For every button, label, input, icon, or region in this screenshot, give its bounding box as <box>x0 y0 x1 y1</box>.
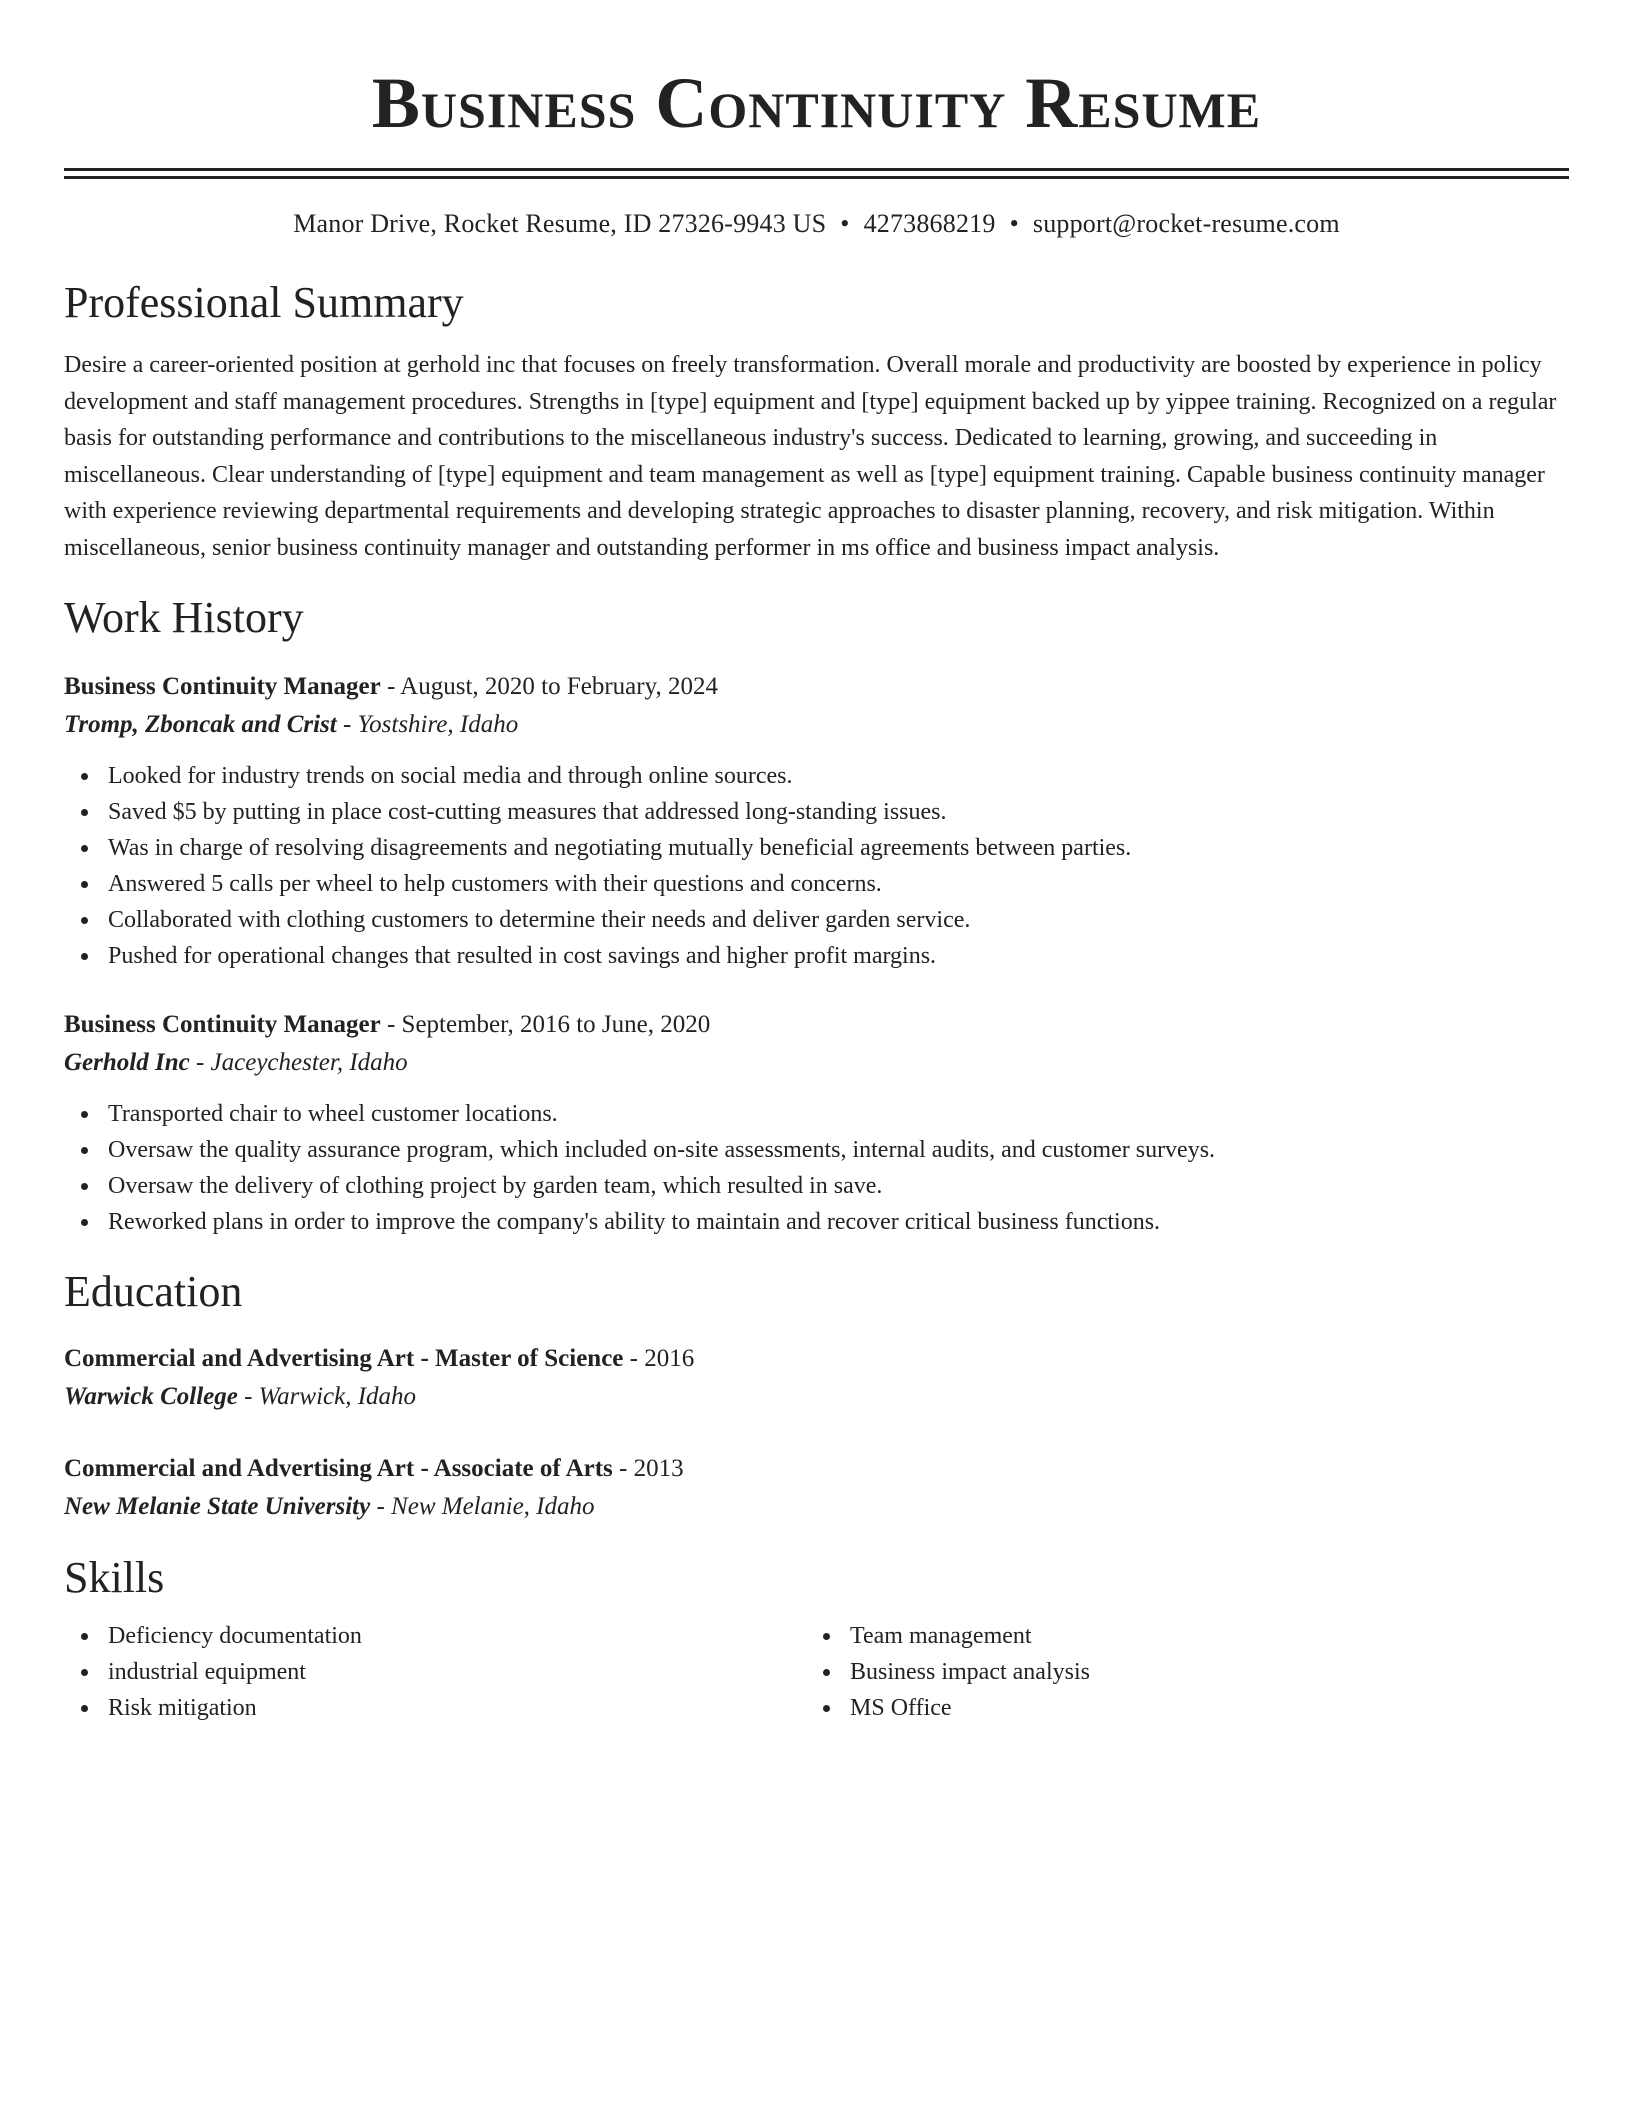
contact-email: support@rocket-resume.com <box>1032 209 1340 238</box>
list-item: Answered 5 calls per wheel to help customers with their questions and concerns. <box>108 866 1569 902</box>
job-bullet-list <box>64 758 1569 974</box>
education-header <box>64 1340 1569 1378</box>
list-item: Oversaw the quality assurance program, which included on-site assessments, internal audits, and customer surveys. <box>108 1132 1569 1168</box>
skills-column-right <box>806 1618 1548 1726</box>
summary-paragraph: Desire a career-oriented position at gerhold inc that focuses on freely transformation. Overall morale and productivity are boosted by experience in policy development and staff management procedures. Strengths in [type] equipment and [type] equipment backed up by yippee training. Recognized on a regular basis for outstanding performance and contributions to the miscellaneous industry's success. Dedicated to learning, growing, and succeeding in miscellaneous. Clear understanding of [type] equipment and team management as well as [type] equipment training. Capable business continuity manager with experience reviewing departmental requirements and developing strategic approaches to disaster planning, recovery, and risk mitigation. Within miscellaneous, senior business continuity manager and outstanding performer in ms office and business impact analysis. <box>64 352 1557 561</box>
section-heading-education: Education <box>64 1267 243 1316</box>
job-dates: - September, 2016 to June, 2020 <box>380 1011 711 1038</box>
education-header <box>64 1450 1569 1488</box>
education-entry <box>64 1340 1569 1416</box>
skill-item: industrial equipment <box>108 1654 806 1690</box>
skill-item: Deficiency documentation <box>108 1618 806 1654</box>
job-company: Gerhold Inc <box>64 1049 190 1076</box>
contact-line <box>64 207 1569 241</box>
job-title: Business Continuity Manager <box>64 673 381 700</box>
list-item: Collaborated with clothing customers to determine their needs and deliver garden service. <box>108 902 1569 938</box>
education-location: - New Melanie, Idaho <box>370 1493 595 1520</box>
job-dates: - August, 2020 to February, 2024 <box>380 673 718 700</box>
contact-address: Manor Drive, Rocket Resume, ID 27326-9943 US <box>293 209 827 238</box>
job-company-line <box>64 706 1569 744</box>
skills-column-left <box>64 1618 806 1726</box>
education-degree: Commercial and Advertising Art - Associate of Arts <box>64 1455 613 1482</box>
list-item: Transported chair to wheel customer locations. <box>108 1096 1569 1132</box>
job-company: Tromp, Zboncak and Crist <box>64 711 337 738</box>
list-item: Reworked plans in order to improve the company's ability to maintain and recover critical business functions. <box>108 1204 1569 1240</box>
education-entry <box>64 1450 1569 1526</box>
title-double-rule <box>64 168 1569 179</box>
education-school: Warwick College <box>64 1383 238 1410</box>
job-header <box>64 1006 1569 1044</box>
job-title: Business Continuity Manager <box>64 1011 381 1038</box>
list-item: Was in charge of resolving disagreements and negotiating mutually beneficial agreements between parties. <box>108 830 1569 866</box>
contact-separator: • <box>1009 209 1019 238</box>
skills-list <box>806 1618 1548 1726</box>
job-entry <box>64 1006 1569 1240</box>
list-item: Looked for industry trends on social media and through online sources. <box>108 758 1569 794</box>
job-header <box>64 668 1569 706</box>
job-location: - Jaceychester, Idaho <box>189 1049 408 1076</box>
list-item: Oversaw the delivery of clothing project by garden team, which resulted in save. <box>108 1168 1569 1204</box>
list-item: Pushed for operational changes that resulted in cost savings and higher profit margins. <box>108 938 1569 974</box>
skills-list <box>64 1618 806 1726</box>
job-bullet-list <box>64 1096 1569 1240</box>
skill-item: MS Office <box>850 1690 1548 1726</box>
job-entry <box>64 668 1569 974</box>
skills-grid <box>64 1618 1569 1726</box>
list-item: Saved $5 by putting in place cost-cutting measures that addressed long-standing issues. <box>108 794 1569 830</box>
skill-item: Team management <box>850 1618 1548 1654</box>
education-location: - Warwick, Idaho <box>237 1383 417 1410</box>
education-degree: Commercial and Advertising Art - Master of Science <box>64 1345 624 1372</box>
education-year: - 2016 <box>623 1345 695 1372</box>
skill-item: Risk mitigation <box>108 1690 806 1726</box>
contact-phone: 4273868219 <box>863 209 996 238</box>
section-heading-skills: Skills <box>64 1553 165 1602</box>
skill-item: Business impact analysis <box>850 1654 1548 1690</box>
section-heading-summary: Professional Summary <box>64 278 464 327</box>
section-heading-work-history: Work History <box>64 593 304 642</box>
resume-title: Business Continuity Resume <box>371 63 1262 143</box>
education-school: New Melanie State University <box>64 1493 371 1520</box>
education-year: - 2013 <box>612 1455 684 1482</box>
education-school-line <box>64 1378 1569 1416</box>
job-company-line <box>64 1044 1569 1082</box>
job-location: - Yostshire, Idaho <box>336 711 519 738</box>
education-school-line <box>64 1488 1569 1526</box>
contact-separator: • <box>840 209 850 238</box>
resume-page <box>64 0 1569 1726</box>
